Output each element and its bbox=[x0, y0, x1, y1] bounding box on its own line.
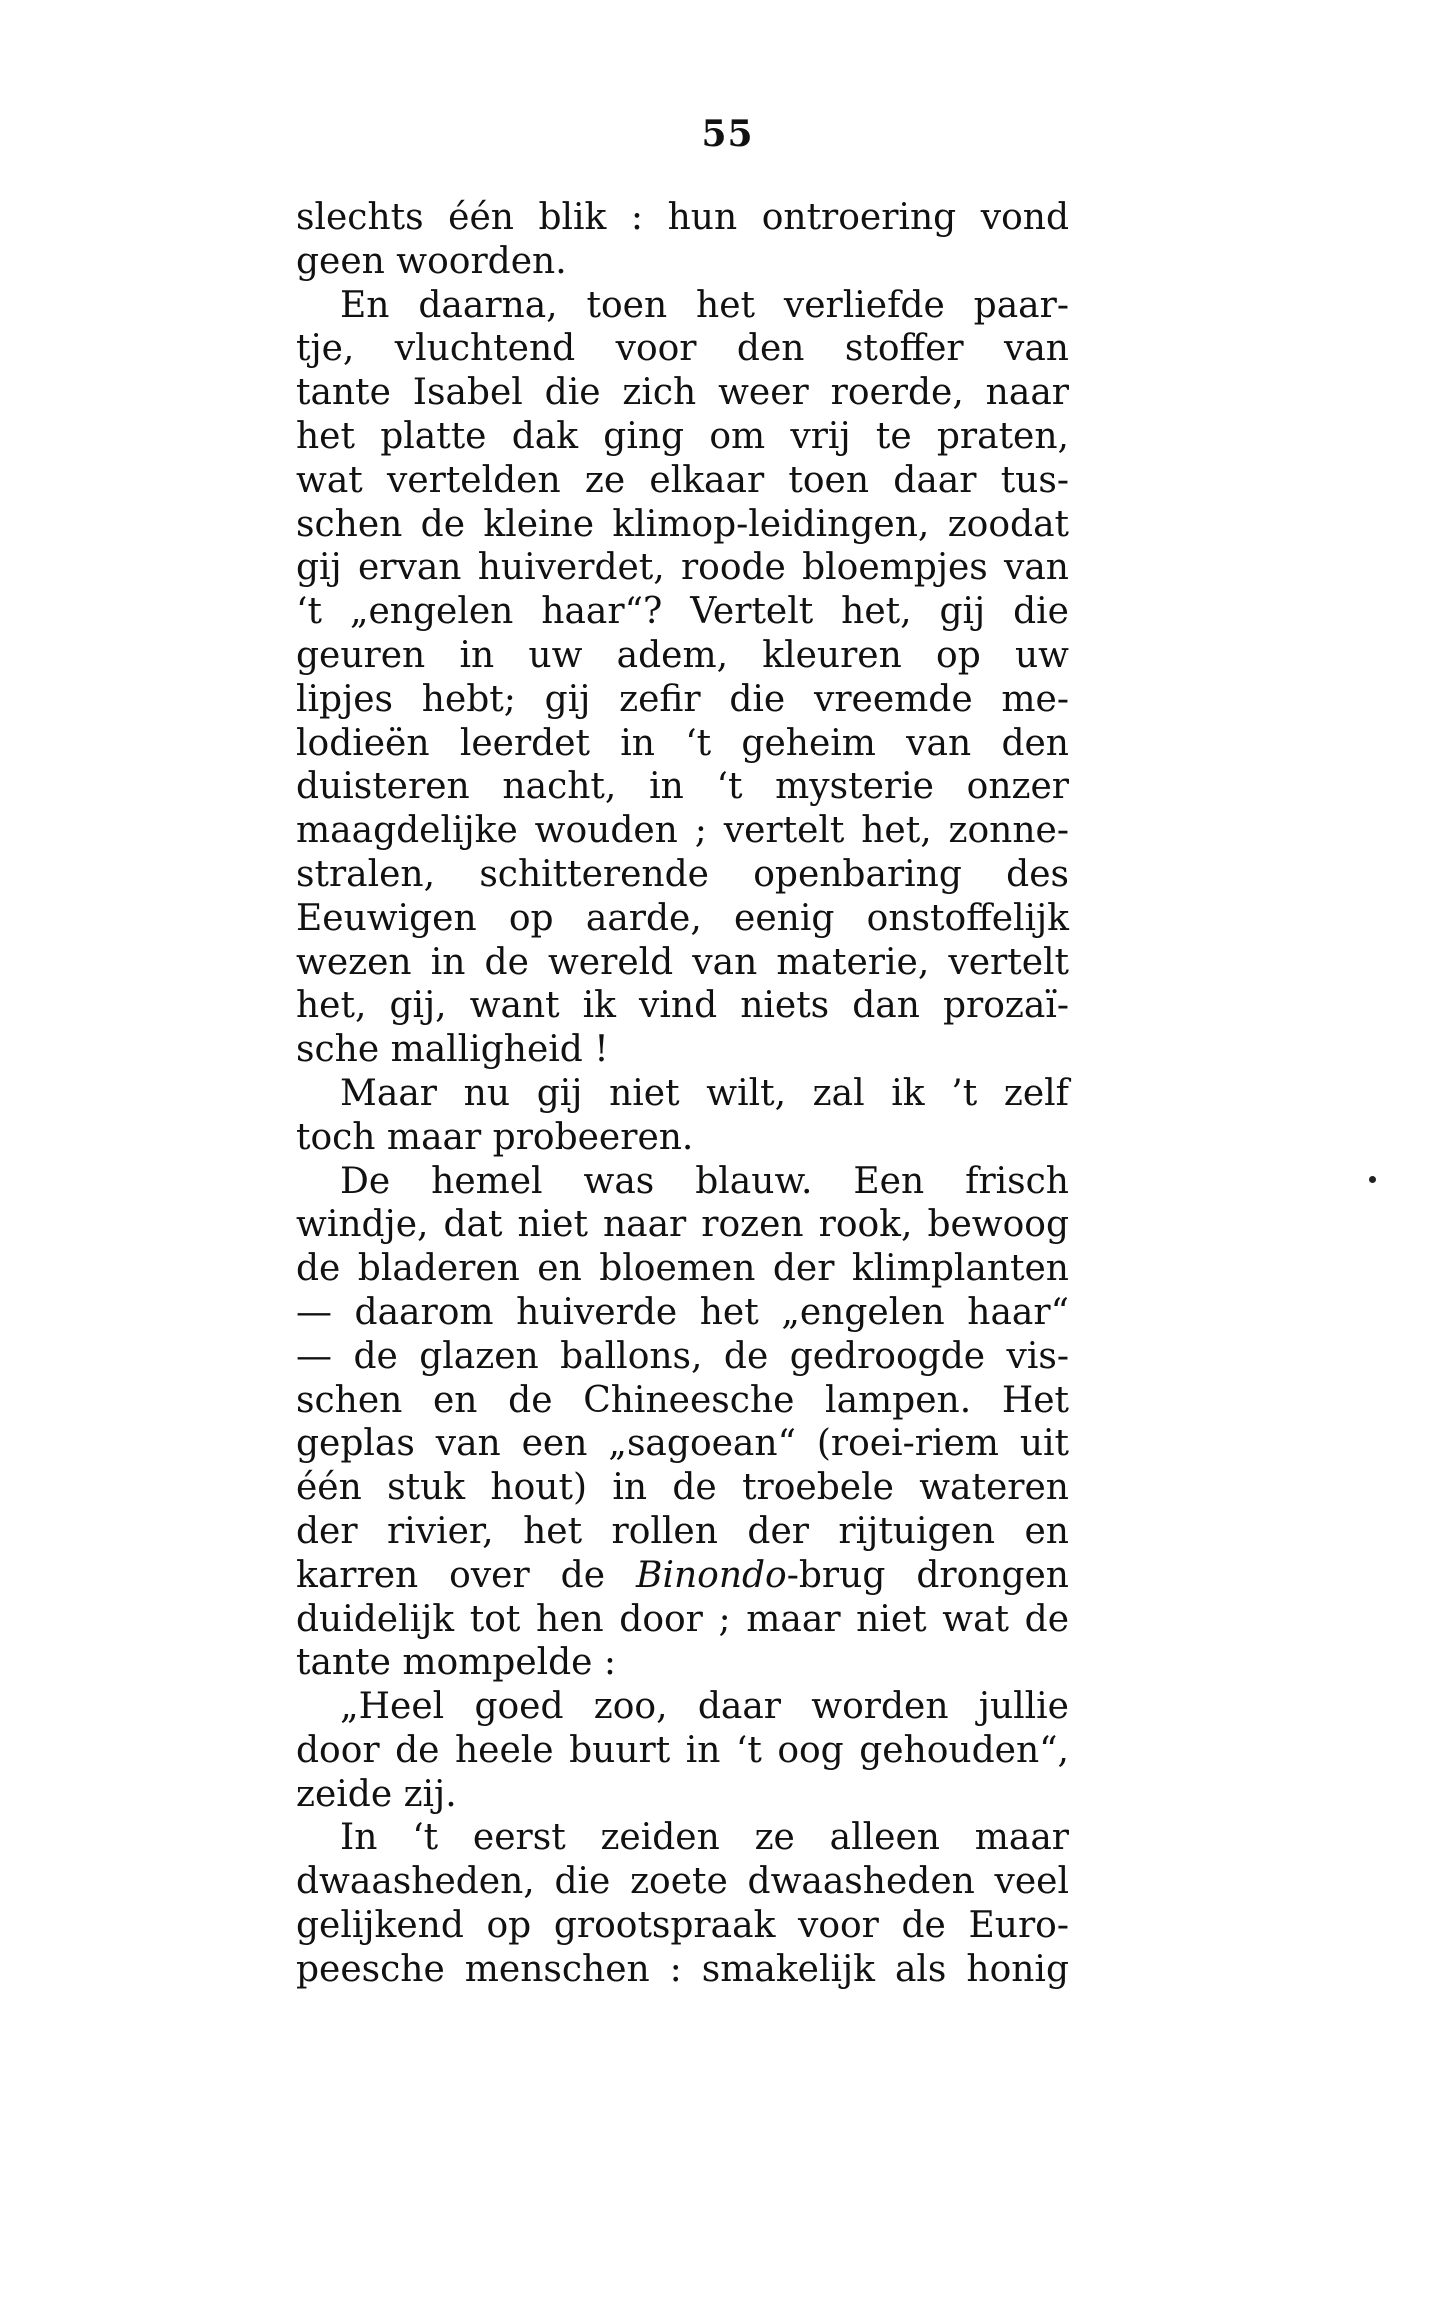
text-line: de bladeren en bloemen der klimplanten bbox=[296, 1248, 1069, 1290]
text-line: De hemel was blauw. Een frisch bbox=[340, 1160, 1069, 1202]
text-line: gelijkend op grootspraak voor de Euro- bbox=[296, 1905, 1069, 1947]
text-line: schen en de Chineesche lampen. Het bbox=[296, 1379, 1069, 1421]
print-speck bbox=[1369, 1176, 1376, 1183]
text-line: peesche menschen : smakelijk als honig bbox=[296, 1948, 1069, 1990]
text-line: sche malligheid ! bbox=[296, 1029, 609, 1071]
text-line: tante mompelde : bbox=[296, 1642, 617, 1684]
text-line: schen de kleine klimop-leidingen, zoodat bbox=[296, 503, 1069, 545]
text-line: der rivier, het rollen der rijtuigen en bbox=[296, 1510, 1069, 1552]
text-line: wezen in de wereld van materie, vertelt bbox=[296, 941, 1069, 983]
text-line: wat vertelden ze elkaar toen daar tus- bbox=[296, 459, 1069, 501]
text-line: windje, dat niet naar rozen rook, bewoog bbox=[296, 1204, 1069, 1246]
page-number: 55 bbox=[701, 113, 754, 155]
text-line: zeide zij. bbox=[296, 1773, 457, 1815]
text-line: maagdelijke wouden ; vertelt het, zonne- bbox=[296, 810, 1069, 852]
text-line: ‘t „engelen haar“? Vertelt het, gij die bbox=[296, 591, 1069, 633]
text-line: lodieën leerdet in ‘t geheim van den bbox=[296, 722, 1069, 764]
text-line: slechts één blik : hun ontroering vond bbox=[296, 197, 1069, 238]
text-line: — de glazen ballons, de gedroogde vis- bbox=[296, 1335, 1069, 1377]
body-text bbox=[296, 196, 1069, 1992]
text-line: toch maar probeeren. bbox=[296, 1116, 694, 1158]
text-line: geen woorden. bbox=[296, 240, 567, 282]
text-line: duidelijk tot hen door ; maar niet wat de bbox=[296, 1598, 1069, 1640]
text-line: tje, vluchtend voor den stoffer van bbox=[296, 328, 1069, 370]
text-line: En daarna, toen het verliefde paar- bbox=[340, 284, 1069, 326]
text-line: dwaasheden, die zoete dwaasheden veel bbox=[296, 1861, 1069, 1903]
text-line: „Heel goed zoo, daar worden jullie bbox=[340, 1686, 1069, 1728]
text-line: geplas van een „sagoean“ (roei-riem uit bbox=[296, 1423, 1069, 1465]
text-line: lipjes hebt; gij zefir die vreemde me- bbox=[296, 678, 1069, 720]
text-line: duisteren nacht, in ‘t mysterie onzer bbox=[296, 766, 1069, 808]
text-line: — daarom huiverde het „engelen haar“ bbox=[296, 1291, 1069, 1333]
text-line: stralen, schitterende openbaring des bbox=[296, 853, 1069, 895]
text-line: geuren in uw adem, kleuren op uw bbox=[296, 634, 1069, 676]
text-line: Maar nu gij niet wilt, zal ik ’t zelf bbox=[340, 1072, 1069, 1114]
italic-place-name: Binondo bbox=[635, 1554, 787, 1596]
text-line: tante Isabel die zich weer roerde, naar bbox=[296, 372, 1069, 414]
text-line: gij ervan huiverdet, roode bloempjes van bbox=[296, 547, 1069, 589]
text-line: In ‘t eerst zeiden ze alleen maar bbox=[340, 1817, 1069, 1859]
text-line: het platte dak ging om vrij te praten, bbox=[296, 415, 1069, 457]
text-line: door de heele buurt in ‘t oog gehouden“, bbox=[296, 1729, 1069, 1771]
text-line: Eeuwigen op aarde, eenig onstoffelijk bbox=[296, 897, 1069, 939]
text-line: karren over de Binondo-brug drongen bbox=[296, 1554, 1069, 1596]
text-line: het, gij, want ik vind niets dan prozaï- bbox=[296, 985, 1069, 1027]
text-line: één stuk hout) in de troebele wateren bbox=[296, 1467, 1069, 1509]
